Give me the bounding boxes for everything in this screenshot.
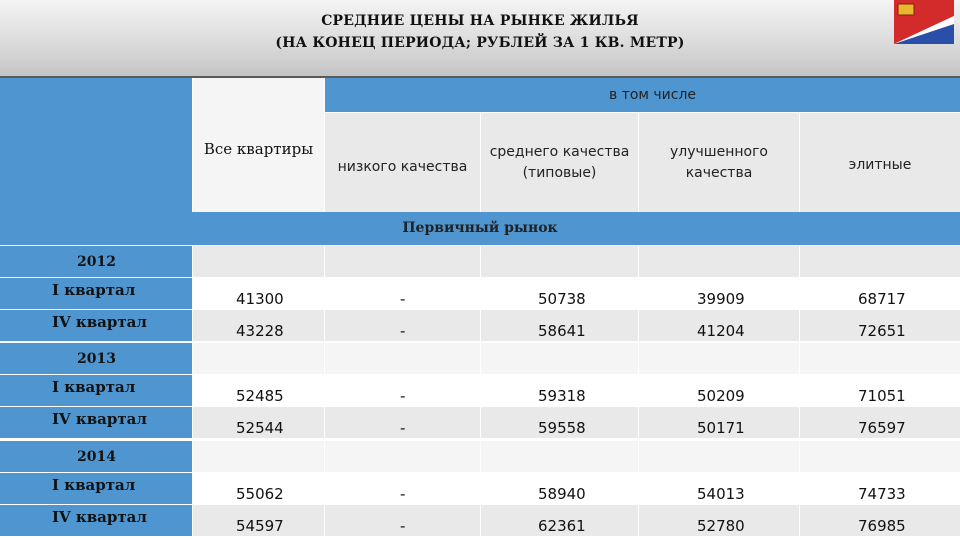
year-spacer-cell <box>193 246 324 277</box>
year-spacer-cell <box>800 246 960 277</box>
table-row-label-cell <box>0 473 192 504</box>
price-value: 59318 <box>538 387 586 405</box>
slide-header <box>0 0 960 78</box>
dash-value: - <box>400 517 406 535</box>
year-spacer-cell <box>193 343 324 374</box>
price-value: 68717 <box>858 290 906 308</box>
table-cell <box>639 407 799 438</box>
all-apartments-label: Все квартиры <box>203 140 314 158</box>
price-value: 76597 <box>858 419 906 437</box>
table-cell <box>639 505 799 536</box>
price-value: 52544 <box>236 419 284 437</box>
table-cell <box>800 310 960 341</box>
price-value: 54597 <box>236 517 284 535</box>
table-cell <box>639 375 799 406</box>
dash-value: - <box>400 290 406 308</box>
year-label-cell <box>0 441 192 472</box>
table-cell <box>800 375 960 406</box>
year-spacer-cell <box>481 246 638 277</box>
corner-cell <box>0 78 192 212</box>
table-cell <box>193 375 324 406</box>
year-spacer-cell <box>639 343 799 374</box>
price-value: 74733 <box>858 485 906 503</box>
standard-quality-label: среднего качества (типовые) <box>489 143 630 181</box>
elite-label: элитные <box>848 157 912 173</box>
price-value: 39909 <box>697 290 745 308</box>
table-cell <box>325 278 480 309</box>
year-spacer-cell <box>800 343 960 374</box>
primary-market-band <box>0 212 960 245</box>
year-spacer-cell <box>481 441 638 472</box>
dash-value: - <box>400 419 406 437</box>
column-header-low-quality <box>325 113 480 212</box>
table-cell <box>800 278 960 309</box>
quarter-label: IV квартал <box>52 508 147 526</box>
improved-quality-label: улучшенного качества <box>669 143 768 181</box>
low-quality-label: низкого качества <box>337 159 468 175</box>
table-cell <box>639 473 799 504</box>
table-cell <box>193 505 324 536</box>
year-spacer-cell <box>325 441 480 472</box>
table-cell <box>325 310 480 341</box>
year-spacer-cell <box>325 343 480 374</box>
price-value: 58641 <box>538 322 586 340</box>
price-value: 58940 <box>538 485 586 503</box>
including-header <box>325 78 960 112</box>
table-cell <box>800 505 960 536</box>
price-value: 52780 <box>697 517 745 535</box>
price-value: 72651 <box>858 322 906 340</box>
price-value: 62361 <box>538 517 586 535</box>
price-value: 43228 <box>236 322 284 340</box>
table-cell <box>481 278 638 309</box>
year-label: 2013 <box>77 350 116 367</box>
year-label-cell <box>0 246 192 277</box>
quarter-label: I квартал <box>52 378 136 396</box>
year-spacer-cell <box>639 441 799 472</box>
price-value: 59558 <box>538 419 586 437</box>
table-row-label-cell <box>0 310 192 341</box>
quarter-label: I квартал <box>52 476 136 494</box>
year-spacer-cell <box>800 441 960 472</box>
price-value: 50738 <box>538 290 586 308</box>
table-cell <box>800 407 960 438</box>
price-value: 55062 <box>236 485 284 503</box>
quarter-label: IV квартал <box>52 410 147 428</box>
dash-value: - <box>400 485 406 503</box>
price-value: 50209 <box>697 387 745 405</box>
table-cell <box>481 375 638 406</box>
table-cell <box>481 407 638 438</box>
quarter-label: IV квартал <box>52 313 147 331</box>
year-spacer-cell <box>325 246 480 277</box>
including-label: в том числе <box>608 86 697 103</box>
dash-value: - <box>400 322 406 340</box>
primary-market-label: Первичный рынок <box>402 220 558 236</box>
table-cell <box>325 407 480 438</box>
table-row-label-cell <box>0 407 192 438</box>
column-header-all-apartments <box>193 78 324 212</box>
table-cell <box>639 278 799 309</box>
table-cell <box>481 505 638 536</box>
table-cell <box>800 473 960 504</box>
column-header-standard-quality <box>481 113 638 212</box>
title-line-1: СРЕДНИЕ ЦЕНЫ НА РЫНКЕ ЖИЛЬЯ <box>321 13 639 29</box>
year-label-cell <box>0 343 192 374</box>
table-cell <box>481 310 638 341</box>
dash-value: - <box>400 387 406 405</box>
table-cell <box>193 407 324 438</box>
year-label: 2012 <box>77 253 116 270</box>
table-row-label-cell <box>0 375 192 406</box>
price-value: 52485 <box>236 387 284 405</box>
column-header-improved-quality <box>639 113 799 212</box>
year-label: 2014 <box>77 448 116 465</box>
price-value: 50171 <box>697 419 745 437</box>
table-cell <box>193 473 324 504</box>
price-value: 41300 <box>236 290 284 308</box>
year-spacer-cell <box>481 343 638 374</box>
table-cell <box>193 310 324 341</box>
table-cell <box>325 473 480 504</box>
table-row-label-cell <box>0 278 192 309</box>
column-header-elite <box>800 113 960 212</box>
table-row-label-cell <box>0 505 192 536</box>
year-spacer-cell <box>193 441 324 472</box>
regional-flag-icon <box>894 0 954 44</box>
table-cell <box>639 310 799 341</box>
price-value: 54013 <box>697 485 745 503</box>
price-value: 71051 <box>858 387 906 405</box>
table-cell <box>325 505 480 536</box>
price-value: 76985 <box>858 517 906 535</box>
year-spacer-cell <box>639 246 799 277</box>
table-cell <box>481 473 638 504</box>
quarter-label: I квартал <box>52 281 136 299</box>
title-line-2: (НА КОНЕЦ ПЕРИОДА; РУБЛЕЙ ЗА 1 КВ. МЕТР) <box>275 35 685 51</box>
price-value: 41204 <box>697 322 745 340</box>
table-cell <box>325 375 480 406</box>
table-cell <box>193 278 324 309</box>
